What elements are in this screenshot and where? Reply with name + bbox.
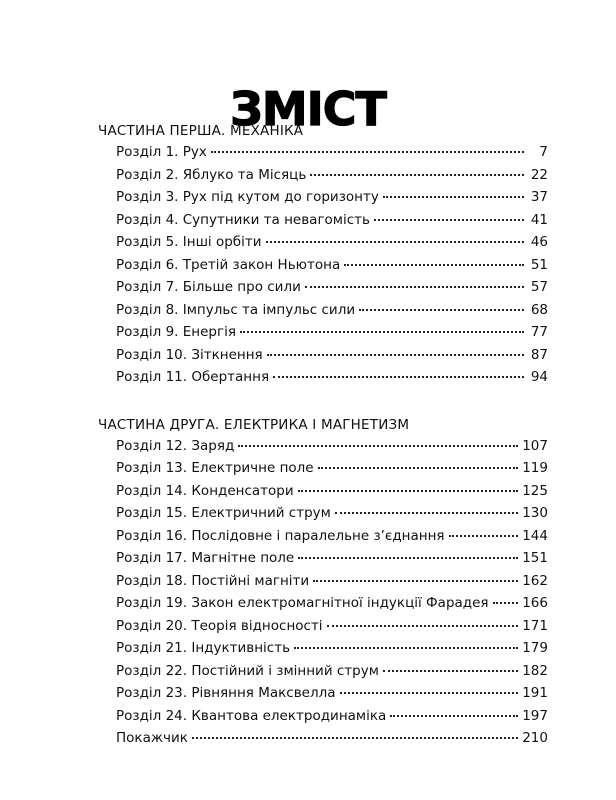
dot-leader [359, 309, 524, 311]
entry-title: Розділ 7. Більше про сили [116, 279, 301, 295]
part-heading: ЧАСТИНА ПЕРША. МЕХАНІКА [98, 123, 304, 139]
dot-leader [374, 219, 524, 221]
toc-entry [98, 480, 548, 503]
entry-title: Розділ 22. Постійний і змінний струм [116, 662, 379, 679]
entry-title: Розділ 20. Теорія відносності [116, 617, 323, 634]
toc-entry [98, 276, 548, 299]
dot-leader [211, 151, 524, 153]
entry-title: Розділ 17. Магнітне поле [116, 550, 295, 566]
entry-title: Розділ 18. Постійні магніти [116, 572, 310, 589]
dot-leader [310, 174, 524, 176]
entry-title: Розділ 19. Закон електромагнітної індукції Фарадея [116, 595, 489, 611]
toc-entry [98, 570, 548, 593]
part-heading: ЧАСТИНА ДРУГА. ЕЛЕКТРИКА І МАГНЕТИЗМ [98, 416, 410, 433]
page-number: 171 [522, 617, 548, 634]
page-number: 119 [522, 460, 548, 476]
toc-entry [98, 547, 548, 570]
entry-title: Розділ 23. Рівняння Максвелла [116, 685, 336, 701]
page-number: 162 [522, 572, 548, 589]
toc-entry [98, 592, 548, 615]
part-electricity-magnetism [98, 415, 548, 750]
entry-title: Розділ 2. Яблуко та Місяць [116, 166, 307, 183]
page-number: 197 [522, 707, 548, 724]
dot-leader [305, 286, 524, 288]
dot-leader [192, 737, 518, 739]
page-number: 125 [522, 482, 548, 499]
page-number: 182 [522, 662, 548, 679]
toc-entry [98, 525, 548, 548]
page-number: 22 [530, 166, 548, 183]
page-number: 77 [530, 324, 548, 340]
toc-entry-index [98, 727, 548, 750]
toc-entry [98, 502, 548, 525]
dot-leader [313, 580, 518, 582]
table-of-contents [98, 121, 548, 750]
page-number: 191 [522, 685, 548, 701]
page-number: 151 [522, 550, 548, 566]
entry-title: Розділ 6. Третій закон Ньютона [116, 256, 341, 273]
toc-entry [98, 435, 548, 458]
page-number: 94 [530, 369, 548, 385]
dot-leader [273, 376, 524, 378]
dot-leader [294, 647, 518, 649]
entry-title: Покажчик [116, 730, 188, 746]
page-number: 210 [522, 730, 548, 746]
dot-leader [449, 535, 519, 537]
page-number: 144 [522, 527, 548, 544]
dot-leader [240, 331, 524, 333]
toc-entry [98, 141, 548, 164]
entry-title: Розділ 9. Енергія [116, 324, 236, 340]
dot-leader [340, 692, 519, 694]
dot-leader [493, 602, 519, 604]
toc-entry [98, 209, 548, 232]
page-number: 130 [522, 505, 548, 521]
page-number: 57 [530, 279, 548, 295]
page-number: 87 [530, 346, 548, 363]
toc-entry [98, 186, 548, 209]
toc-entry [98, 660, 548, 683]
page-number: 46 [530, 234, 548, 250]
page-number: 166 [522, 595, 548, 611]
toc-entry [98, 164, 548, 187]
entry-title: Розділ 1. Рух [116, 144, 207, 160]
page-number: 37 [530, 189, 548, 205]
page-number: 41 [530, 211, 548, 228]
dot-leader [327, 625, 519, 627]
dot-leader [318, 467, 519, 469]
toc-entry [98, 321, 548, 344]
entry-title: Розділ 15. Електричний струм [116, 505, 331, 521]
page-number: 51 [530, 256, 548, 273]
dot-leader [298, 557, 518, 559]
toc-entry [98, 231, 548, 254]
entry-title: Розділ 8. Імпульс та імпульс сили [116, 301, 356, 318]
entry-title: Розділ 12. Заряд [116, 437, 235, 454]
dot-leader [344, 264, 524, 266]
page-number: 179 [522, 640, 548, 656]
part-mechanics [98, 121, 548, 389]
toc-entry [98, 344, 548, 367]
page-number: 7 [539, 144, 548, 160]
entry-title: Розділ 13. Електричне поле [116, 460, 314, 476]
page-number: 68 [530, 301, 548, 318]
dot-leader [238, 445, 518, 447]
toc-entry [98, 366, 548, 389]
dot-leader [383, 670, 518, 672]
toc-entry [98, 299, 548, 322]
entry-title: Розділ 16. Послідовне і паралельне з’єднання [116, 527, 445, 544]
entry-title: Розділ 10. Зіткнення [116, 346, 263, 363]
entry-title: Розділ 3. Рух під кутом до горизонту [116, 189, 379, 205]
entry-title: Розділ 11. Обертання [116, 369, 270, 385]
toc-entry [98, 682, 548, 705]
dot-leader [383, 196, 524, 198]
toc-entry [98, 705, 548, 728]
entry-title: Розділ 5. Інші орбіти [116, 234, 262, 250]
entry-title: Розділ 21. Індуктивність [116, 640, 291, 656]
toc-entry [98, 637, 548, 660]
dot-leader [266, 241, 524, 243]
page-number: 107 [522, 437, 548, 454]
toc-entry [98, 254, 548, 277]
toc-entry [98, 615, 548, 638]
entry-title: Розділ 4. Супутники та невагомість [116, 211, 370, 228]
dot-leader [267, 354, 524, 356]
dot-leader [335, 512, 518, 514]
entry-title: Розділ 14. Конденсатори [116, 482, 294, 499]
dot-leader [390, 715, 518, 717]
page-title: ЗМІСТ [230, 81, 386, 136]
dot-leader [298, 490, 519, 492]
toc-entry [98, 457, 548, 480]
entry-title: Розділ 24. Квантова електродинаміка [116, 707, 387, 724]
